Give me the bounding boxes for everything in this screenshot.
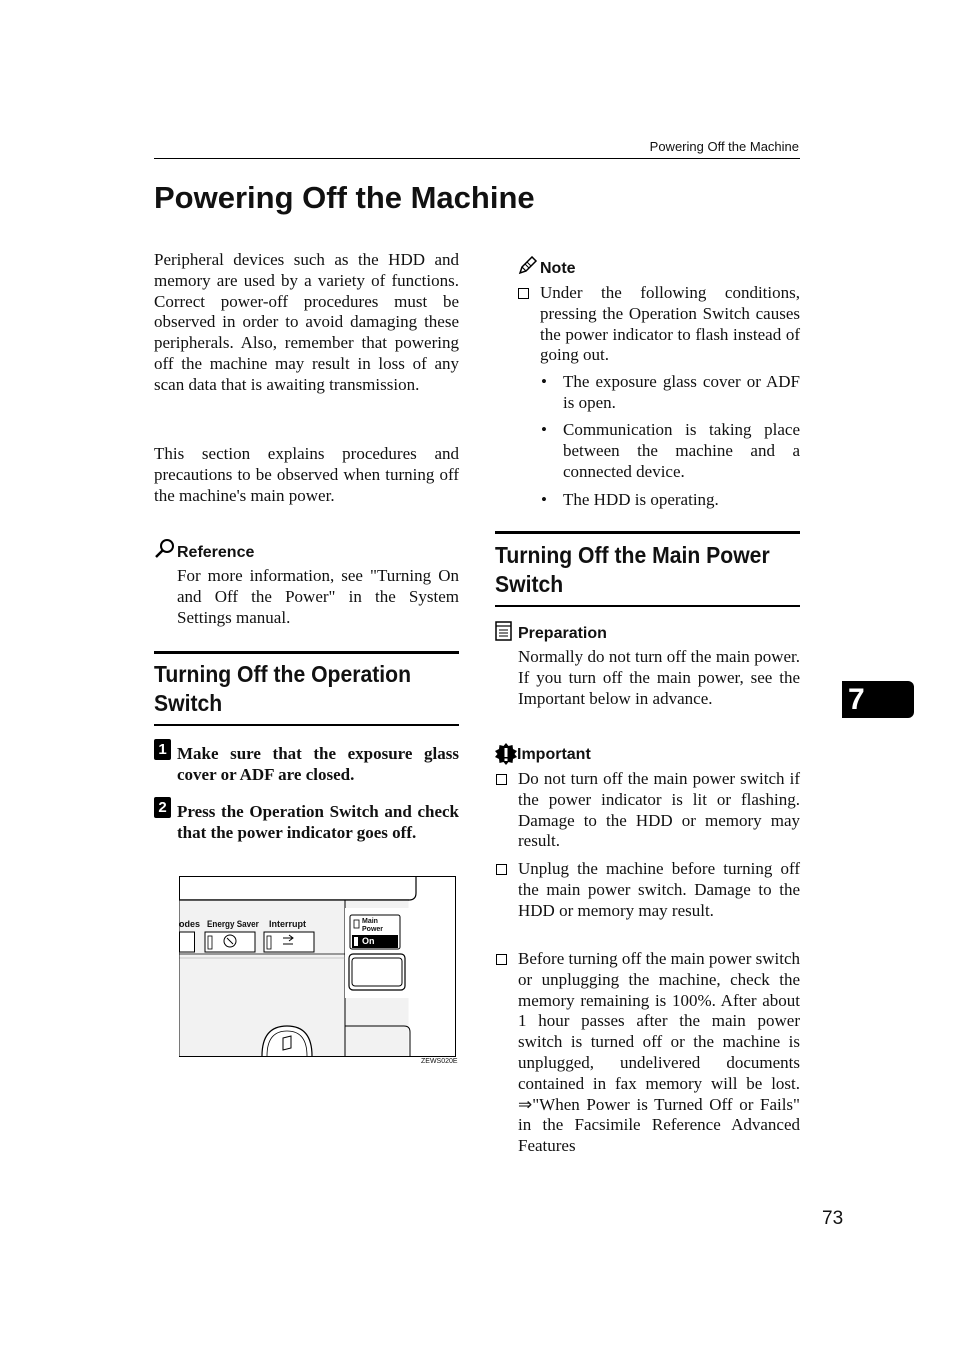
header-rule — [154, 158, 800, 159]
section-title-operation-switch — [154, 660, 459, 718]
step-number: 2 — [154, 797, 171, 818]
section-title-line: Switch — [154, 690, 223, 716]
step-1-text: Make sure that the exposure glass cover or ADF are closed. — [177, 744, 459, 784]
reference-text: For more information, see "Turning On and Off the Power" in the System Settings manual. — [177, 566, 459, 627]
bullet-icon: • — [541, 420, 547, 439]
note-bullet-2: Communication is taking place between the machine and a connected device. — [563, 420, 800, 481]
note-bullet-1: The exposure glass cover or ADF is open. — [563, 372, 800, 412]
clipboard-icon — [495, 621, 513, 641]
on-indicator-label: On — [362, 936, 375, 946]
figure-code: ZEWS020E — [421, 1058, 458, 1065]
checkbox-icon — [518, 288, 529, 299]
note-bullet-3: The HDD is operating. — [563, 490, 719, 509]
note-label: Note — [540, 260, 576, 277]
bullet-icon: • — [541, 372, 547, 391]
control-panel-illustration — [179, 876, 456, 1057]
important-seal-icon — [495, 743, 517, 765]
running-head: Powering Off the Machine — [649, 139, 799, 154]
note-text: Under the following conditions, pressing the Operation Switch causes the power indicator to flash instead of going out. — [540, 283, 800, 365]
interrupt-label: Interrupt — [269, 919, 306, 929]
step-number: 1 — [154, 739, 171, 760]
checkbox-icon — [496, 954, 507, 965]
preparation-text: Normally do not turn off the main power. If you turn off the main power, see the Important below in advance. — [518, 647, 800, 708]
section-title-line: Turning Off the Operation — [154, 661, 412, 687]
reference-label: Reference — [177, 544, 255, 561]
bullet-icon: • — [541, 490, 547, 509]
important-item-2: Unplug the machine before turning off the main power switch. Damage to the HDD or memory may result. — [518, 859, 800, 920]
section-title-line: Switch — [495, 571, 564, 597]
important-label: Important — [517, 746, 591, 763]
page-title: Powering Off the Machine — [154, 180, 535, 215]
important-item-1: Do not turn off the main power switch if the power indicator is lit or flashing. Damage to the HDD or memory may result. — [518, 769, 800, 851]
magnifier-icon — [154, 538, 176, 560]
chapter-tab: 7 — [842, 681, 914, 718]
step-2-text: Press the Operation Switch and check that the power indicator goes off. — [177, 802, 459, 842]
checkbox-icon — [496, 774, 507, 785]
section-rule-top — [495, 531, 800, 534]
checkbox-icon — [496, 864, 507, 875]
section-title-main-power-switch — [495, 541, 800, 599]
section-title-line: Turning Off the Main Power — [495, 542, 770, 568]
pencil-icon — [517, 256, 539, 276]
page-number: 73 — [822, 1208, 844, 1229]
important-item-3: Before turning off the main power switch or unplugging the machine, check the memory remaining is 100%. After about 1 hour passes after the main power switch is turned off or the machine is unplugged, undelivered documents contained in fax memory will be lost. ⇒"When Power is Turned Off or Fails" in the Facsimile Reference Advanced Features — [518, 949, 801, 1156]
modes-label: odes — [179, 919, 201, 929]
main-power-label — [362, 918, 383, 934]
preparation-label: Preparation — [518, 625, 607, 642]
main-power-label-line2: Power — [362, 926, 384, 933]
section-rule-top — [154, 651, 459, 654]
section-rule-bottom — [154, 724, 459, 726]
main-power-label-line1: Main — [362, 918, 378, 925]
section-rule-bottom — [495, 605, 800, 607]
intro-paragraph-1: Peripheral devices such as the HDD and memory are used by a variety of functions. Correct power-off procedures must be observed in order to avoid damaging these peripherals. Also, remember that powering off the machine may result in loss of any scan data that is awaiting transmission. — [154, 250, 459, 394]
intro-paragraph-2: This section explains procedures and precautions to be observed when turning off the machine's main power. — [154, 444, 459, 505]
energy-saver-label: Energy Saver — [207, 919, 259, 929]
